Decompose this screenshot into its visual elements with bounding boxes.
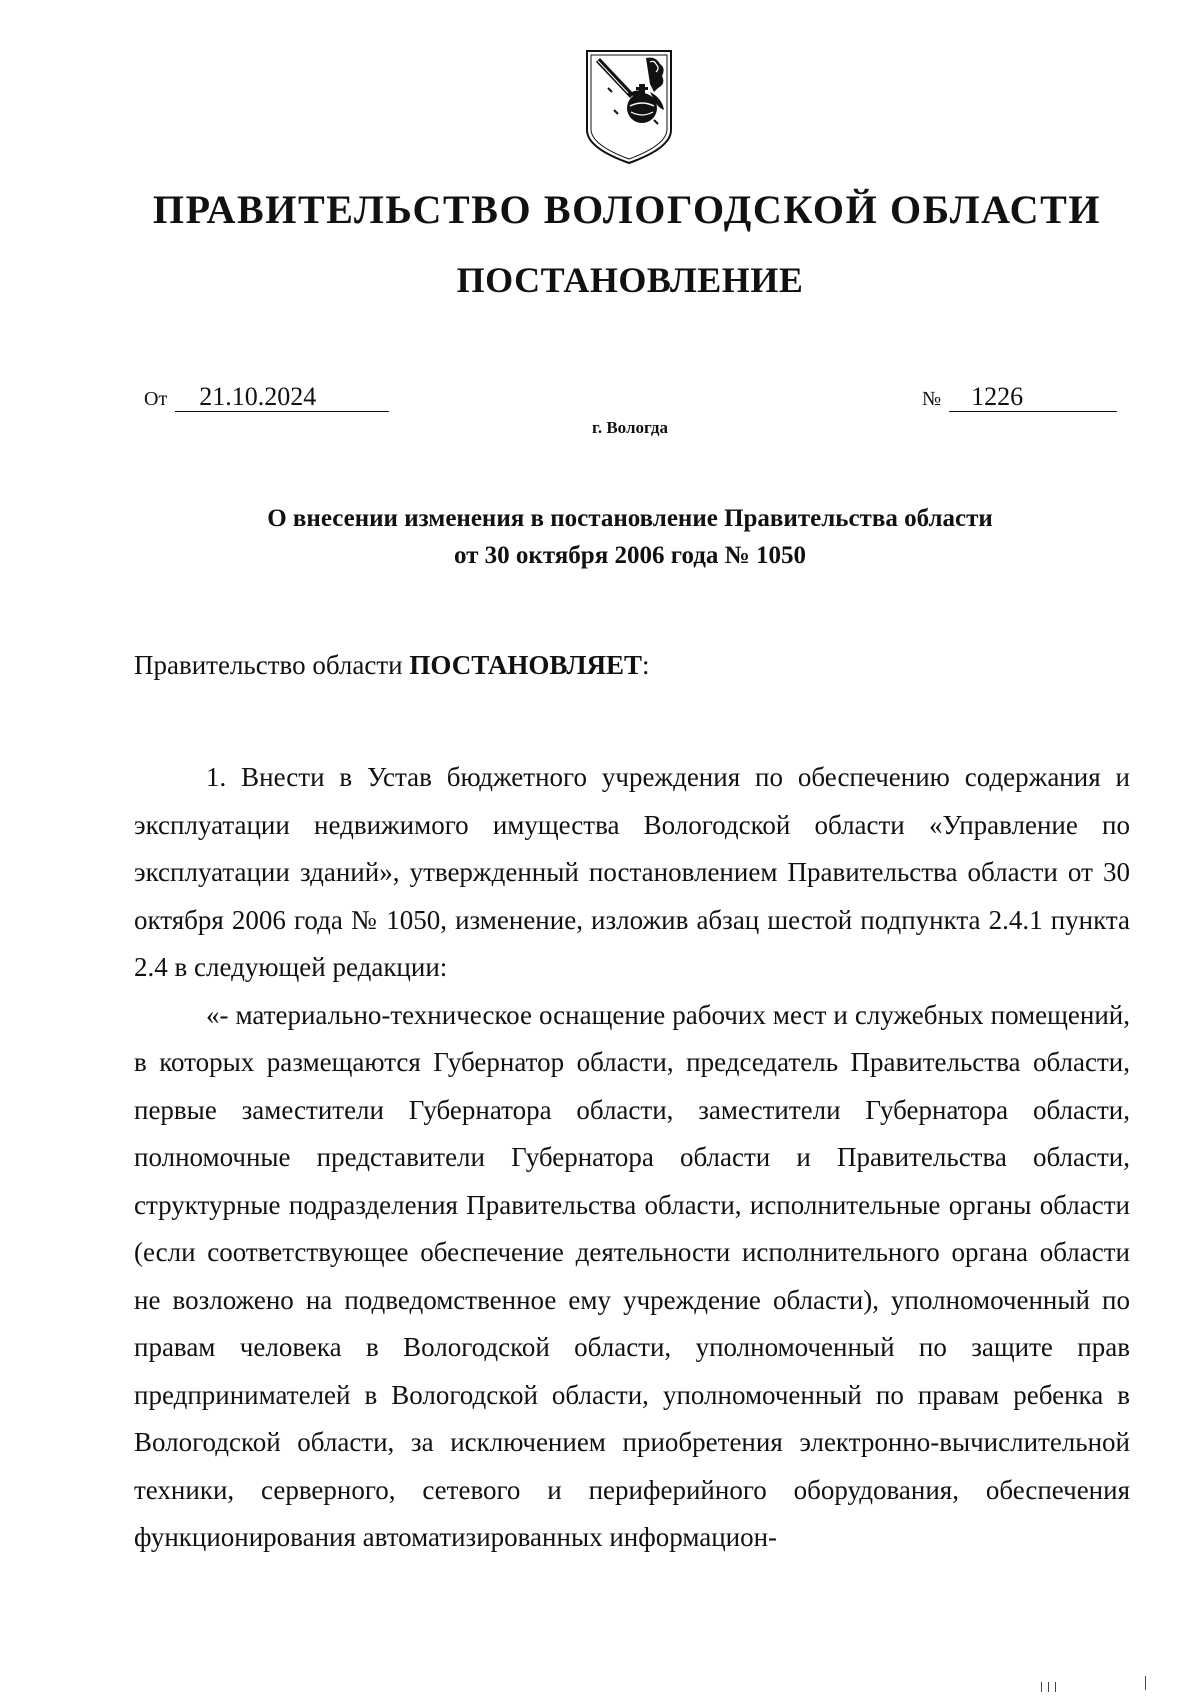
scan-artifact xyxy=(1041,1682,1042,1692)
decree-lead: Правительство области xyxy=(134,650,410,680)
date-field: 21.10.2024 xyxy=(175,383,389,412)
body-paragraph-2: «- материально-техническое оснащение рабочих мест и служебных помещений, в которых размещаются Губернатор области, председатель Правительства области, первые заместители Губернатора области, заместители Губернатора области, полномочные представители Губернатора области и Правительства области, структурные подразделения Правительства области, исполнительные органы области (если соответствующее обеспечение деятельности исполнительного органа области не возложено на подведомственное ему учреждение области), уполномоченный по правам человека в Вологодской области, уполномоченный по защите прав предпринимателей в Вологодской области, уполномоченный по правам ребенка в Вологодской области, за исключением приобретения электронно-вычислительной техники, серверного, сетевого и периферийного оборудования, обеспечения функционирования автоматизированных информацион- xyxy=(134,999,1130,1552)
subject-line-1: О внесении изменения в постановление Правительства области xyxy=(267,505,993,532)
scan-artifact xyxy=(1048,1682,1049,1692)
body-paragraph-1: 1. Внести в Устав бюджетного учреждения по обеспечению содержания и эксплуатации недвижимого имущества Вологодской области «Управление по эксплуатации зданий», утвержденный постановлением Правительства области от 30 октября 2006 года № 1050, изменение, изложив абзац шестой подпункта 2.4.1 пункта 2.4 в следующей редакции: xyxy=(134,762,1130,982)
number-prefix: № xyxy=(922,388,942,410)
date-prefix: От xyxy=(144,388,168,410)
coat-of-arms-icon xyxy=(584,48,674,166)
decree-statement xyxy=(134,650,650,681)
date-row xyxy=(144,383,389,412)
document-type: ПОСТАНОВЛЕНИЕ xyxy=(456,260,804,300)
subject-line-2: от 30 октября 2006 года № 1050 xyxy=(453,542,807,569)
document-subject xyxy=(0,500,1200,574)
scan-artifact xyxy=(1145,1676,1146,1690)
city-label: г. Вологда xyxy=(592,418,668,437)
scan-artifact xyxy=(1055,1682,1056,1692)
number-field: 1226 xyxy=(949,383,1117,412)
decree-verb: ПОСТАНОВЛЯЕТ xyxy=(409,650,642,680)
document-body xyxy=(134,754,1130,1562)
decree-colon: : xyxy=(641,650,650,680)
organization-title: ПРАВИТЕЛЬСТВО ВОЛОГОДСКОЙ ОБЛАСТИ xyxy=(152,187,1102,232)
number-row xyxy=(922,383,1117,412)
